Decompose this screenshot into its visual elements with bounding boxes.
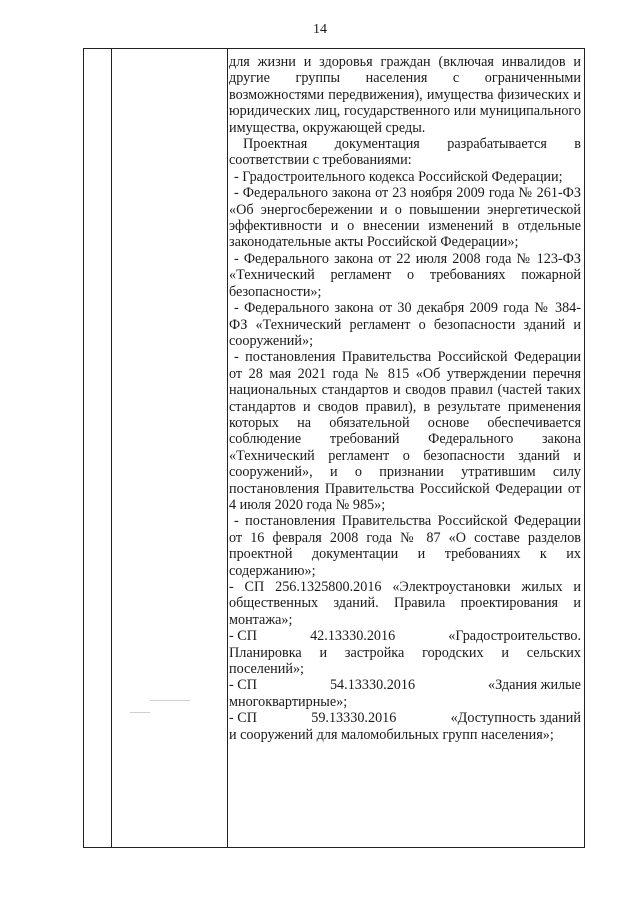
list-item-sp-42 [229, 628, 581, 677]
sp-prefix: - СП [229, 710, 257, 727]
sp-title-start: «Здания жилые [488, 677, 581, 694]
sp-prefix: - СП [229, 628, 257, 645]
sp-title-rest: и сооружений для маломобильных групп населения»; [229, 726, 554, 743]
paragraph-requirements-heading: Проектная документация разрабатывается в соответствии с требованиями: [229, 136, 581, 169]
list-item-sp-256: - СП 256.1325800.2016 «Электроустановки жилых и общественных зданий. Правила проектирования и монтажа»; [229, 579, 581, 628]
sp-code: 59.13330.2016 [311, 710, 397, 727]
column-divider-2 [227, 49, 228, 847]
list-item-fz-261: - Федерального закона от 23 ноября 2009 года № 261-ФЗ «Об энергосбережении и о повышении энергетической эффективности и о внесении изменений в отдельные законодательные акты Российской Федерации»; [229, 185, 581, 251]
page-number: 14 [313, 22, 327, 37]
list-item-grad-code: - Градостроительного кодекса Российской Федерации; [234, 168, 563, 185]
table-cell-content [229, 54, 581, 743]
list-item-post-87: - постановления Правительства Российской Федерации от 16 февраля 2008 года № 87 «О составе разделов проектной документации и требованиях к их содержанию»; [229, 513, 581, 579]
sp-title-rest: Планировка и застройка городских и сельских поселений»; [229, 644, 581, 678]
sp-prefix: - СП [229, 677, 257, 694]
list-item-fz-384: - Федерального закона от 30 декабря 2009 года № 384-ФЗ «Технический регламент о безопасности зданий и сооружений»; [229, 300, 581, 349]
scan-artifact [130, 712, 150, 713]
list-item-post-815: - постановления Правительства Российской Федерации от 28 мая 2021 года № 815 «Об утверждении перечня национальных стандартов и сводов правил (частей таких стандартов и сводов правил), в результате применения которых на обязательной основе обеспечивается соблюдение требований Федерального закона «Технический регламент о безопасности зданий и сооружений», и о признании утратившим силу постановления Правительства Российской Федерации от 4 июля 2020 года № 985»; [229, 349, 581, 513]
list-item-fz-123: - Федерального закона от 22 июля 2008 года № 123-ФЗ «Технический регламент о требованиях пожарной безопасности»; [229, 250, 581, 300]
scan-artifact [150, 700, 190, 701]
sp-title-rest: многоквартирные»; [229, 693, 348, 710]
sp-code: 54.13330.2016 [329, 677, 416, 694]
sp-title-start: «Градостроительство. [448, 628, 581, 645]
column-divider-1 [111, 49, 112, 847]
sp-code: 42.13330.2016 [310, 628, 396, 645]
paragraph-intro: для жизни и здоровья граждан (включая инвалидов и другие группы населения с ограниченными возможностями передвижения), имущества физических и юридических лиц, государственного или муниципального имущества, окружающей среды. [229, 54, 581, 136]
list-item-sp-59 [229, 710, 581, 743]
sp-title-start: «Доступность зданий [450, 710, 581, 727]
list-item-sp-54 [229, 677, 581, 710]
